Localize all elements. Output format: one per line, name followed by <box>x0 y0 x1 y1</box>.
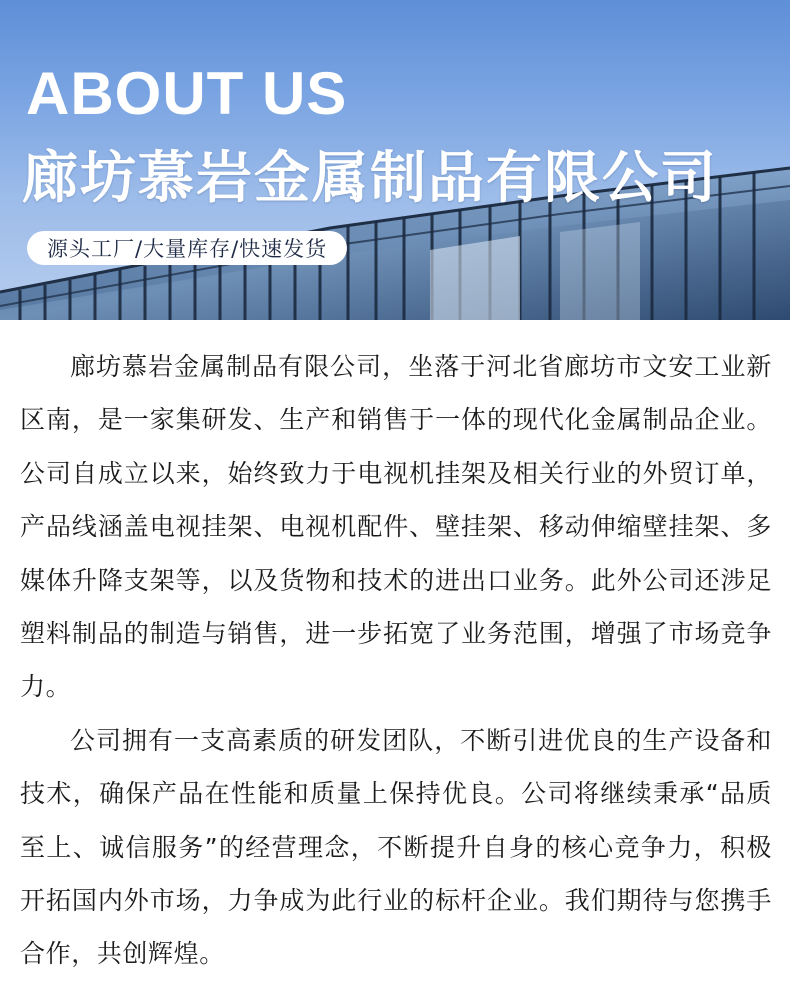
banner-title-company: 廊坊慕岩金属制品有限公司 <box>22 146 718 211</box>
paragraph-team: 公司拥有一支高素质的研发团队，不断引进优良的生产设备和技术，确保产品在性能和质量上保持优良。公司将继续秉承“品质至上、诚信服务”的经营理念，不断提升自身的核心竞争力，积极开拓国内外市场，力争成为此行业的标杆企业。我们期待与您携手合作，共创辉煌。 <box>20 725 772 969</box>
banner-title-english: ABOUT US <box>26 60 348 127</box>
tagline-badge <box>27 231 347 265</box>
paragraph-intro: 廊坊慕岩金属制品有限公司，坐落于河北省廊坊市文安工业新区南，是一家集研发、生产和销售于一体的现代化金属制品企业。公司自成立以来，始终致力于电视机挂架及相关行业的外贸订单，产品线涵盖电视挂架、电视机配件、壁挂架、移动伸缩壁挂架、多媒体升降支架等，以及货物和技术的进出口业务。此外公司还涉足塑料制品的制造与销售，进一步拓宽了业务范围，增强了市场竞争力。 <box>20 352 772 702</box>
company-description <box>20 340 772 981</box>
hero-banner <box>0 0 790 320</box>
tagline-text: 源头工厂/大量库存/快速发货 <box>47 237 328 261</box>
